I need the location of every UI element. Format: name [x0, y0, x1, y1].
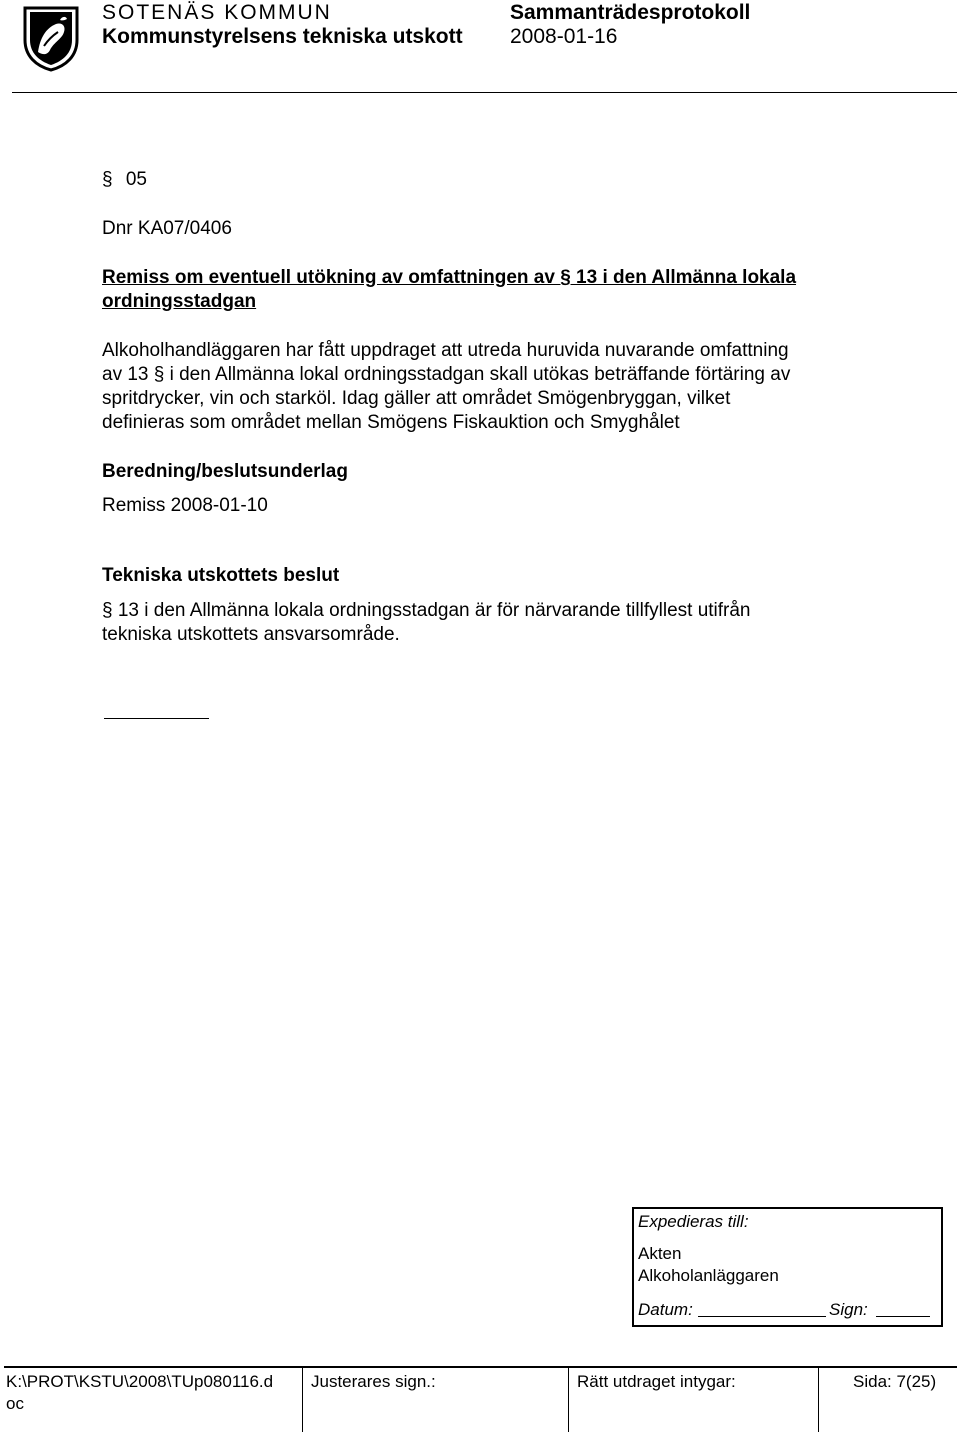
protocol-type: Sammanträdesprotokoll — [510, 1, 751, 24]
recipient-item: Akten — [638, 1244, 682, 1263]
page-number: Sida: 7(25) — [853, 1372, 937, 1391]
meeting-date: 2008-01-16 — [510, 25, 618, 48]
sign-line — [876, 1316, 930, 1317]
datum-line — [698, 1316, 826, 1317]
paragraph-line: spritdrycker, vin och starköl. Idag gäller att området Smögenbryggan, vilket — [102, 388, 731, 409]
sign-label: Sign: — [829, 1300, 868, 1319]
paragraph-line: Alkoholhandläggaren har fått uppdraget att utreda huruvida nuvarande omfattning — [102, 340, 789, 361]
justerares-label: Justerares sign.: — [311, 1372, 436, 1391]
section-title-line-1: Remiss om eventuell utökning av omfattningen av § 13 i den Allmänna lokala — [102, 267, 797, 288]
paragraph-line: definieras som området mellan Smögens Fiskauktion och Smyghålet — [102, 412, 680, 433]
footer-utdraget-cell — [568, 1368, 819, 1432]
utdraget-label: Rätt utdraget intygar: — [577, 1372, 736, 1391]
municipality-name: SOTENÄS KOMMUN — [102, 1, 332, 24]
beslut-heading: Tekniska utskottets beslut — [102, 565, 340, 586]
beredning-heading: Beredning/beslutsunderlag — [102, 461, 348, 482]
dnr: Dnr KA07/0406 — [102, 218, 232, 239]
expedieras-heading: Expedieras till: — [638, 1212, 749, 1231]
committee-name: Kommunstyrelsens tekniska utskott — [102, 25, 463, 48]
recipient-item: Alkoholanläggaren — [638, 1266, 779, 1285]
signature-rule — [104, 718, 209, 719]
paragraph-sign: § — [102, 169, 113, 190]
section-number-value: 05 — [125, 169, 147, 190]
section-title-line-2: ordningsstadgan — [102, 291, 257, 312]
footer-path-cell — [4, 1368, 302, 1432]
remiss-reference: Remiss 2008-01-10 — [102, 495, 268, 516]
coat-of-arms-icon — [22, 6, 80, 72]
file-path: K:\PROT\KSTU\2008\TUp080116.d — [6, 1372, 274, 1391]
beslut-line: tekniska utskottets ansvarsområde. — [102, 624, 400, 645]
beslut-line: § 13 i den Allmänna lokala ordningsstadgan är för närvarande tillfyllest utifrån — [102, 600, 751, 621]
footer-justerares-cell — [302, 1368, 569, 1432]
footer-page-cell — [818, 1368, 957, 1432]
paragraph-line: av 13 § i den Allmänna lokal ordningsstadgan skall utökas beträffande förtäring av — [102, 364, 791, 385]
datum-label: Datum: — [638, 1300, 693, 1319]
section-number — [102, 168, 147, 192]
municipality-logo — [22, 6, 80, 72]
footer — [4, 1366, 957, 1432]
file-path-cont: oc — [6, 1394, 24, 1413]
header-divider — [12, 92, 957, 93]
